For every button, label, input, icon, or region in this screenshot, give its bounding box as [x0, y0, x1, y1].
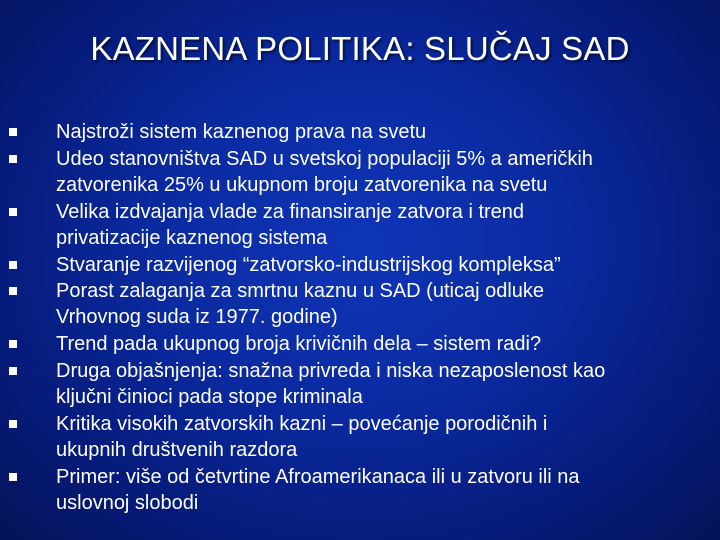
- square-bullet-icon: [9, 208, 17, 216]
- bullet-line: zatvorenika 25% u ukupnom broju zatvorenika na svetu: [56, 174, 548, 196]
- bullet-line: Udeo stanovništva SAD u svetskoj populaciji 5% a američkih: [56, 148, 593, 170]
- bullet-line: Trend pada ukupnog broja krivičnih dela – sistem radi?: [56, 333, 542, 355]
- bullet-line: Primer: više od četvrtine Afroamerikanaca ili u zatvoru ili na: [56, 466, 580, 488]
- bullet-line: Velika izdvajanja vlade za finansiranje zatvora i trend: [56, 201, 525, 223]
- bullet-line: Vrhovnog suda iz 1977. godine): [56, 306, 338, 328]
- bullet-line: ukupnih društvenih razdora: [56, 439, 298, 461]
- bullet-line: ključni činioci pada stope kriminala: [56, 386, 363, 408]
- bullet-line: Kritika visokih zatvorskih kazni – povećanje porodičnih i: [56, 413, 548, 435]
- square-bullet-icon: [9, 155, 17, 163]
- bullet-line: Porast zalaganja za smrtnu kaznu u SAD (uticaj odluke: [56, 280, 545, 302]
- square-bullet-icon: [9, 287, 17, 295]
- square-bullet-icon: [9, 261, 17, 269]
- slide-title: KAZNENA POLITIKA: SLUČAJ SAD: [90, 30, 630, 67]
- square-bullet-icon: [9, 367, 17, 375]
- square-bullet-icon: [9, 420, 17, 428]
- square-bullet-icon: [9, 340, 17, 348]
- square-bullet-icon: [9, 128, 17, 136]
- bullet-line: Stvaranje razvijenog “zatvorsko-industrijskog kompleksa”: [56, 254, 561, 276]
- bullet-line: uslovnoj slobodi: [56, 492, 199, 514]
- bullet-line: Druga objašnjenja: snažna privreda i niska nezaposlenost kao: [56, 360, 606, 382]
- bullet-line: privatizacije kaznenog sistema: [56, 227, 328, 249]
- square-bullet-icon: [9, 473, 17, 481]
- bullet-line: Najstroži sistem kaznenog prava na svetu: [56, 121, 427, 143]
